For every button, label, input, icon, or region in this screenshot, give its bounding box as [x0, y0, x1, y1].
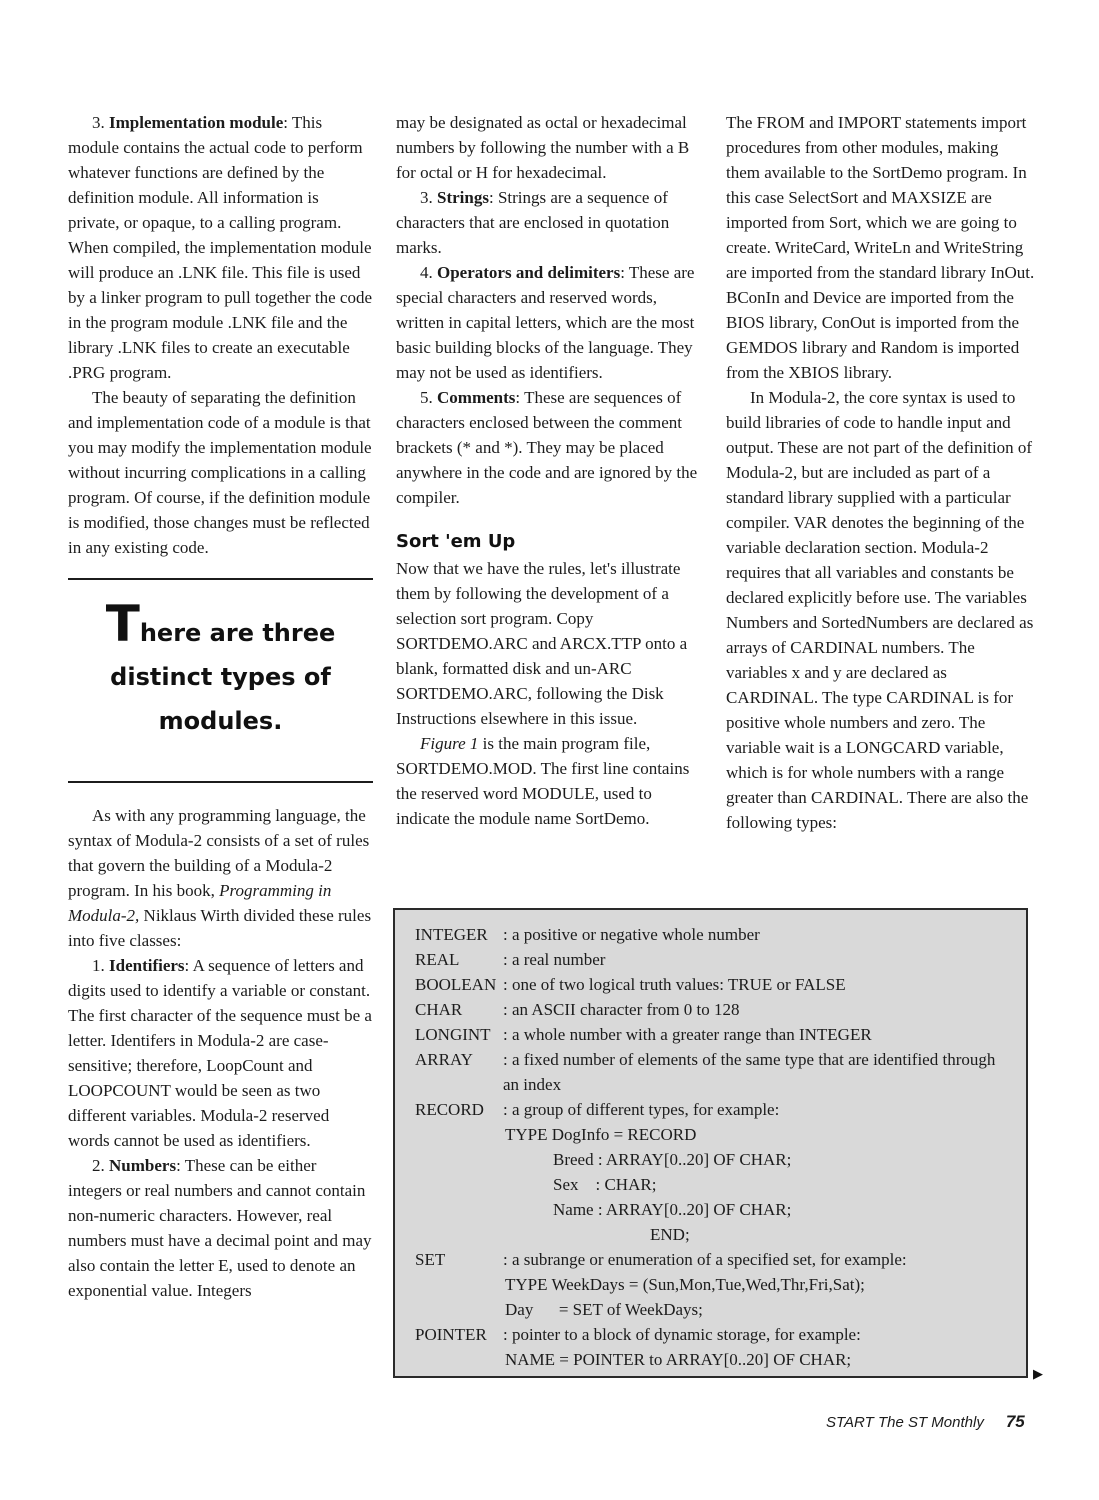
type-description: : a whole number with a greater range than INTEGER [503, 1025, 872, 1044]
term-heading: Implementation module [109, 113, 284, 132]
page-footer [826, 1412, 1025, 1432]
type-row [415, 997, 1026, 1022]
paragraph-numbers: 2. Numbers: These can be either integers or real numbers and cannot contain non-numeric characters. However, real numbers must have a decimal point and may also contain the letter E, used to denote an exponential value. Integers [68, 1156, 372, 1300]
paragraph-text: These can be either integers or real numbers and cannot contain non-numeric characters. However, real numbers must have a decimal point and may also contain the letter E, used to denote an exponential value. Integers [68, 1156, 372, 1300]
continue-arrow-icon: ▶ [1033, 1367, 1043, 1382]
type-row [415, 1022, 1026, 1047]
term-heading: Identifiers [109, 956, 185, 975]
paragraph-text: Strings are a sequence of characters that are enclosed in quotation marks. [396, 188, 670, 257]
list-number: 4. [420, 263, 433, 282]
paragraph-text: This module contains the actual code to perform whatever functions are defined by the definition module. All information is private, or opaque, to a calling program. When compiled, the implementation module will produce an .LNK file. This file is used by a linker program to pull together the code in the program module .LNK file and the library .LNK files to create an executable .PRG program. [68, 113, 373, 382]
pull-quote [68, 578, 373, 783]
section-heading: Sort 'em Up [396, 531, 516, 552]
type-name: LONGINT [415, 1025, 491, 1044]
paragraph-text: A sequence of letters and digits used to identify a variable or constant. The first character of the sequence must be a letter. Identifers in Modula-2 are case-sensitive; therefore, LoopCount and LOOPCOUNT would be seen as two different variables. Modula-2 reserved words cannot be used as identifiers. [68, 956, 372, 1150]
list-number: 2. [92, 1156, 105, 1175]
paragraph-syntax-rules [68, 803, 373, 953]
type-row [415, 1322, 1026, 1347]
column-3 [726, 110, 1036, 835]
type-description: : a subrange or enumeration of a specified set, for example: [503, 1250, 907, 1269]
code-line: TYPE DogInfo = RECORD [505, 1125, 697, 1144]
type-description: : an ASCII character from 0 to 128 [503, 1000, 740, 1019]
type-row [415, 1247, 1026, 1272]
type-row [415, 1047, 1026, 1097]
paragraph-core-syntax: In Modula-2, the core syntax is used to build libraries of code to handle input and output. These are not part of the definition of Modula-2, but are included as part of a standard library supplied with a particular compiler. VAR denotes the beginning of the variable declaration section. Modula-2 requires that all variables and constants be declared explicitly before use. The variables Numbers and SortedNumbers are declared as arrays of CARDINAL numbers. The variables x and y are declared as CARDINAL. The type CARDINAL is for positive whole numbers and zero. The variable wait is a LONGCARD variable, which is for whole numbers with a range greater than CARDINAL. There are also the following types: [726, 388, 1034, 832]
code-line: Name : ARRAY[0..20] OF CHAR; [553, 1200, 792, 1219]
type-description: : pointer to a block of dynamic storage, for example: [503, 1325, 861, 1344]
magazine-name: START The ST Monthly [826, 1414, 984, 1431]
type-description: : a positive or negative whole number [503, 925, 760, 944]
type-description: : a real number [503, 950, 606, 969]
type-row [415, 922, 1026, 947]
type-description: : a group of different types, for example: [503, 1100, 780, 1119]
type-name: REAL [415, 950, 460, 969]
type-description: : one of two logical truth values: TRUE or FALSE [503, 975, 846, 994]
paragraph-identifiers: 1. Identifiers: A sequence of letters and digits used to identify a variable or constant. The first character of the sequence must be a letter. Identifers in Modula-2 are case-sensitive; therefore, LoopCount and LOOPCOUNT would be seen as two different variables. Modula-2 reserved words cannot be used as identifiers. [68, 956, 372, 1150]
term-heading: Numbers [109, 1156, 177, 1175]
type-name: POINTER [415, 1325, 487, 1344]
code-line: TYPE WeekDays = (Sun,Mon,Tue,Wed,Thr,Fri,Sat); [505, 1275, 865, 1294]
type-name: INTEGER [415, 925, 488, 944]
paragraph-operators: 4. Operators and delimiters: These are special characters and reserved words, written in capital letters, which are the most basic building blocks of the language. They may not be used as identifiers. [396, 263, 695, 382]
type-row [415, 972, 1026, 997]
term-heading: Strings [437, 188, 489, 207]
paragraph-text: Niklaus Wirth divided these rules into five classes: [68, 906, 372, 950]
figure-reference: Figure 1 [420, 734, 479, 753]
code-line: Sex : CHAR; [553, 1175, 657, 1194]
pull-quote-drop-cap: T [105, 595, 140, 653]
list-number: 1. [92, 956, 105, 975]
type-row [415, 1097, 1026, 1122]
paragraph-text: is the main program file, SORTDEMO.MOD. The first line contains the reserved word MODULE, used to indicate the module name SortDemo. [396, 734, 690, 828]
page-number: 75 [1005, 1412, 1025, 1431]
type-name: CHAR [415, 1000, 463, 1019]
term-heading: Operators and delimiters [437, 263, 621, 282]
type-name: SET [415, 1250, 446, 1269]
term-heading: Comments [437, 388, 516, 407]
paragraph-strings: 3. Strings: Strings are a sequence of characters that are enclosed in quotation marks. [396, 188, 670, 257]
book-title: Programming in Modula-2, [68, 881, 332, 925]
data-types-sidebar [393, 908, 1028, 1378]
paragraph-sort-intro: Now that we have the rules, let's illustrate them by following the development of a selection sort program. Copy SORTDEMO.ARC and ARCX.TTP onto a blank, formatted disk and un-ARC SORTDEMO.ARC, following the Disk Instructions elsewhere in this issue. [396, 559, 688, 728]
paragraph-text: These are sequences of characters enclosed between the comment brackets (* and *). They may be placed anywhere in the code and are ignored by the compiler. [396, 388, 698, 507]
type-name: ARRAY [415, 1050, 473, 1069]
paragraph-text: These are special characters and reserved words, written in capital letters, which are the most basic building blocks of the language. They may not be used as identifiers. [396, 263, 695, 382]
type-name: BOOLEAN [415, 975, 497, 994]
code-line: NAME = POINTER to ARRAY[0..20] OF CHAR; [505, 1350, 852, 1369]
code-line: END; [650, 1225, 690, 1244]
list-number: 3. [420, 188, 433, 207]
paragraph-beauty: The beauty of separating the definition and implementation code of a module is that you may modify the implementation module without incurring complications in a calling program. Of course, if the definition module is modified, those changes must be reflected in any existing code. [68, 388, 372, 557]
type-row [415, 947, 1026, 972]
code-line: Breed : ARRAY[0..20] OF CHAR; [553, 1150, 792, 1169]
type-description: : a fixed number of elements of the same type that are identified through an index [503, 1050, 996, 1094]
list-number: 3. [92, 113, 105, 132]
code-line: Day = SET of WeekDays; [505, 1300, 703, 1319]
column-1 [68, 110, 373, 1303]
pull-quote-text: here are three distinct types of modules. [110, 619, 336, 735]
paragraph-figure-1 [396, 731, 701, 831]
paragraph-text: As with any programming language, the syntax of Modula-2 consists of a set of rules that govern the building of a Modula-2 program. In his book, [68, 806, 370, 900]
paragraph-comments: 5. Comments: These are sequences of characters enclosed between the comment brackets (* and *). They may be placed anywhere in the code and are ignored by the compiler. [396, 388, 698, 507]
paragraph-implementation-module: 3. Implementation module: This module contains the actual code to perform whatever functions are defined by the definition module. All information is private, or opaque, to a calling program. When compiled, the implementation module will produce an .LNK file. This file is used by a linker program to pull together the code in the program module .LNK file and the library .LNK files to create an executable .PRG program. [68, 113, 373, 382]
type-name: RECORD [415, 1100, 484, 1119]
paragraph-octal-hex: may be designated as octal or hexadecimal numbers by following the number with a B for octal or H for hexadecimal. [396, 113, 690, 182]
list-number: 5. [420, 388, 433, 407]
column-2 [396, 110, 701, 831]
paragraph-imports: The FROM and IMPORT statements import procedures from other modules, making them available to the SortDemo program. In this case SelectSort and MAXSIZE are imported from Sort, which we are going to create. WriteCard, WriteLn and WriteString are imported from the standard library InOut. BConIn and Device are imported from the BIOS library, ConOut is imported from the GEMDOS library and Random is imported from the XBIOS library. [726, 113, 1035, 382]
